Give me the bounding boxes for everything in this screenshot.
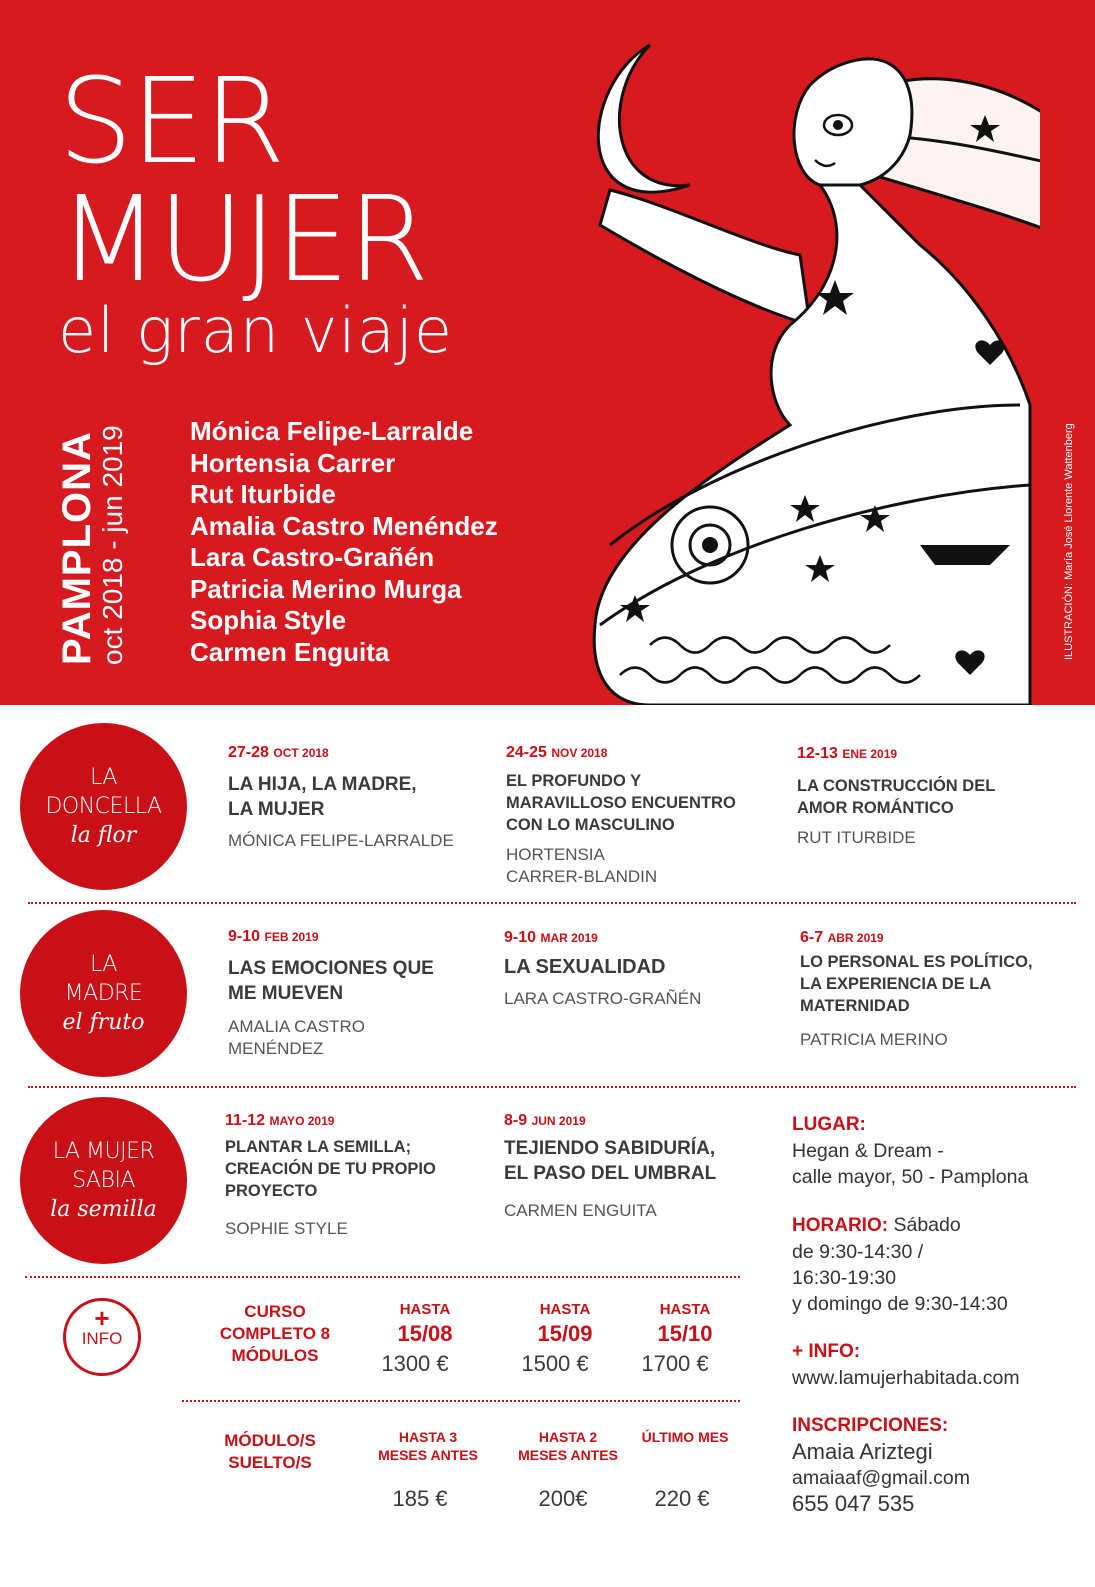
price-value: 185 €: [392, 1486, 448, 1511]
stage-line1: LA MUJER: [52, 1139, 155, 1164]
registration-phone[interactable]: 655 047 535: [792, 1491, 915, 1516]
dates-label: oct 2018 - jun 2019: [97, 425, 128, 665]
module-date: 8-9 JUN 2019: [504, 1112, 586, 1129]
price-tier-date: 15/08: [397, 1321, 453, 1346]
location-block: [792, 1112, 1082, 1190]
registration-email[interactable]: amaiaaf@gmail.com: [792, 1467, 971, 1489]
website-link[interactable]: www.lamujerhabitada.com: [792, 1367, 1020, 1389]
module-title: TEJIENDO SABIDURÍA, EL PASO DEL UMBRAL: [504, 1138, 717, 1184]
module-speaker: PATRICIA MERINO: [800, 1030, 948, 1049]
city-label: PAMPLONA: [55, 431, 99, 665]
price-value: 1300 €: [381, 1351, 449, 1376]
price-tier-label: HASTA: [399, 1301, 451, 1318]
stage-line1: LA: [90, 765, 117, 790]
module-date: 6-7 ABR 2019: [800, 929, 884, 946]
registration-label: INSCRIPCIONES:: [792, 1415, 949, 1436]
price-tier-label: HASTA: [539, 1301, 591, 1318]
module-title: EL PROFUNDO Y MARAVILLOSO ENCUENTRO CON LO MASCULINO: [506, 772, 736, 834]
speaker-name: Hortensia Carrer: [190, 447, 396, 478]
module-date: 9-10 MAR 2019: [504, 929, 598, 946]
price-tier-label: HASTA: [659, 1301, 711, 1318]
website-block: [792, 1339, 1082, 1391]
website-label: + INFO:: [792, 1341, 861, 1362]
schedule-line: y domingo de 9:30-14:30: [792, 1293, 1008, 1315]
module-date: 9-10 FEB 2019: [228, 928, 319, 945]
info-badge: [63, 1298, 141, 1376]
module-date: 24-25 NOV 2018: [506, 744, 608, 761]
schedule-label: HORARIO:: [792, 1215, 889, 1236]
schedule-line: de 9:30-14:30 /: [792, 1241, 924, 1263]
stage-circle-sabia: [20, 1097, 187, 1264]
registration-name: Amaia Ariztegi: [792, 1439, 933, 1464]
module-date: 27-28 OCT 2018: [228, 744, 329, 761]
module-title: LA CONSTRUCCIÓN DEL AMOR ROMÁNTICO: [797, 777, 995, 817]
price-tier-label: ÚLTIMO MES: [641, 1429, 729, 1445]
module-title: LA HIJA, LA MADRE, LA MUJER: [228, 774, 417, 820]
event-info: [792, 1112, 1082, 1517]
stage-line2: MADRE: [64, 981, 143, 1006]
module-speaker: HORTENSIA CARRER-BLANDIN: [506, 845, 658, 886]
location-line: calle mayor, 50 - Pamplona: [792, 1166, 1029, 1188]
speaker-name: Lara Castro-Grañén: [190, 542, 435, 572]
module-card: [228, 928, 478, 1060]
module-speaker: AMALIA CASTRO MENÉNDEZ: [228, 1017, 365, 1058]
schedule-block: [792, 1212, 1082, 1317]
single-module-label: MÓDULO/S SUELTO/S: [224, 1431, 316, 1472]
module-speaker: SOPHIE STYLE: [225, 1219, 348, 1238]
price-tier-date: 15/09: [537, 1321, 593, 1346]
price-tier-label: HASTA 3 MESES ANTES: [378, 1429, 478, 1463]
module-card: [800, 929, 1050, 1051]
stage-circle-doncella: [20, 723, 187, 890]
speaker-name: Rut Iturbide: [190, 479, 336, 509]
module-date: 11-12 MAYO 2019: [225, 1112, 335, 1129]
module-title: LA SEXUALIDAD: [504, 956, 666, 978]
price-value: 1700 €: [641, 1351, 709, 1376]
module-card: [504, 1112, 754, 1222]
module-speaker: CARMEN ENGUITA: [504, 1201, 657, 1220]
plus-icon: +: [94, 1303, 110, 1333]
illustration-credit: ILUSTRACIÓN: María José Llorente Wattenberg: [1063, 423, 1075, 660]
module-speaker: LARA CASTRO-GRAÑÉN: [504, 989, 702, 1008]
stage-line2: SABIA: [72, 1168, 135, 1193]
speaker-name: Amalia Castro Menéndez: [190, 510, 498, 541]
module-date: 12-13 ENE 2019: [797, 745, 898, 762]
module-speaker: MÓNICA FELIPE-LARRALDE: [228, 831, 454, 850]
speaker-name: Mónica Felipe-Larralde: [190, 416, 474, 446]
module-speaker: RUT ITURBIDE: [797, 828, 916, 847]
stage-circle-madre: [20, 910, 187, 1077]
row-divider: [28, 902, 1076, 904]
price-value: 200€: [538, 1486, 588, 1511]
price-tier-date: 15/10: [657, 1321, 713, 1346]
stage-line3: la flor: [70, 823, 137, 848]
pricing-divider: [182, 1400, 740, 1402]
module-card: [504, 929, 754, 1010]
location-label: LUGAR:: [792, 1114, 866, 1135]
module-card: [506, 744, 756, 888]
speaker-list: [190, 416, 498, 668]
stage-line1: LA: [90, 952, 117, 977]
title-line-2: MUJER: [58, 170, 428, 308]
module-card: [228, 744, 478, 852]
hero-banner: [0, 0, 1095, 705]
price-value: 1500 €: [521, 1351, 589, 1376]
course-label: CURSO COMPLETO 8 MÓDULOS: [219, 1302, 331, 1365]
stage-line2: DONCELLA: [45, 794, 162, 819]
registration-block: [792, 1413, 1082, 1517]
info-badge-label: INFO: [81, 1329, 123, 1348]
speaker-name: Sophia Style: [190, 605, 347, 635]
location-line: Hegan & Dream -: [792, 1140, 944, 1162]
speaker-name: Carmen Enguita: [190, 636, 390, 667]
module-title: LO PERSONAL ES POLÍTICO, LA EXPERIENCIA DE LA MATERNIDAD: [800, 953, 1033, 1015]
module-card: [797, 745, 1047, 849]
row-divider: [25, 1276, 740, 1278]
stage-line3: el fruto: [62, 1010, 145, 1035]
module-title: LAS EMOCIONES QUE ME MUEVEN: [228, 958, 434, 1004]
price-value: 220 €: [654, 1486, 710, 1511]
schedule-line: 16:30-19:30: [792, 1267, 897, 1289]
woman-illustration: [590, 25, 1040, 705]
price-tier-label: HASTA 2 MESES ANTES: [518, 1429, 618, 1463]
subtitle: el gran viaje: [58, 294, 454, 367]
module-card: [225, 1112, 475, 1240]
module-title: PLANTAR LA SEMILLA; CREACIÓN DE TU PROPIO PROYECTO: [225, 1138, 436, 1200]
speaker-name: Patricia Merino Murga: [190, 573, 462, 604]
schedule-line: Sábado: [893, 1214, 961, 1236]
title-line-1: SER: [58, 52, 284, 190]
stage-line3: la semilla: [50, 1197, 157, 1222]
row-divider: [28, 1086, 1076, 1088]
